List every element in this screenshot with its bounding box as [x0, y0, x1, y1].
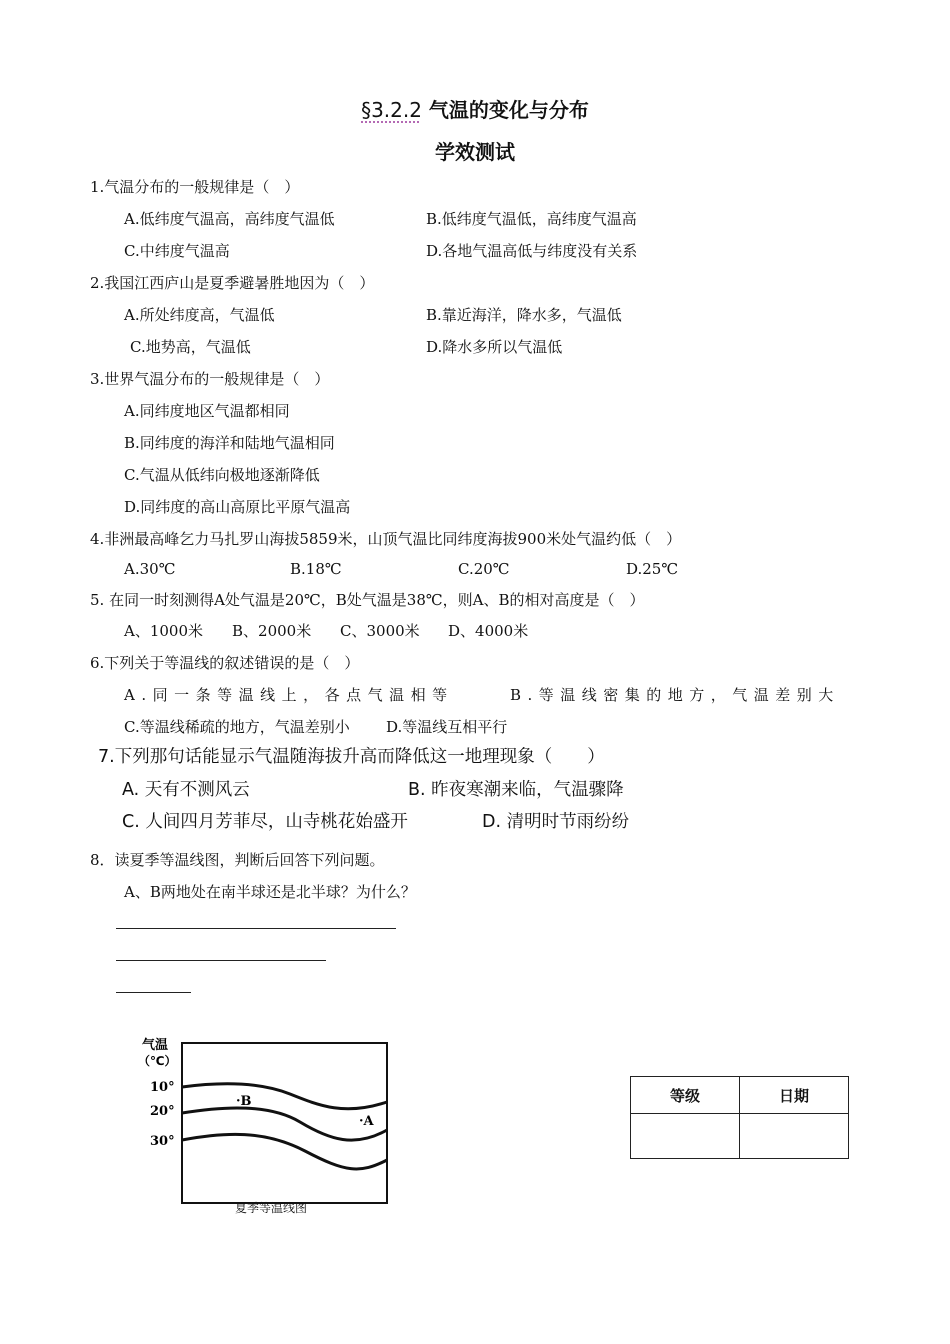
question-8-sub: A、B两地处在南半球还是北半球？为什么？	[124, 883, 416, 901]
grade-cell[interactable]	[631, 1114, 740, 1159]
q5-option-c: C、3000米	[340, 622, 420, 640]
question-6-stem: 6.下列关于等温线的叙述错误的是（ ）	[90, 654, 360, 672]
q6-option-d: D.等温线互相平行	[386, 718, 508, 736]
question-3-stem: 3.世界气温分布的一般规律是（ ）	[90, 370, 330, 388]
date-cell[interactable]	[740, 1114, 849, 1159]
q3-option-d: D.同纬度的高山高原比平原气温高	[124, 498, 351, 516]
q7-option-b: B. 昨夜寒潮来临，气温骤降	[408, 780, 624, 800]
point-b-label: ·B	[236, 1094, 252, 1109]
q3-option-c: C.气温从低纬向极地逐渐降低	[124, 466, 320, 484]
point-a-label: ·A	[359, 1114, 374, 1129]
chart-ylabel-1: 气温	[142, 1038, 169, 1053]
q4-option-d: D.25℃	[626, 560, 679, 578]
q7-option-d: D. 清明时节雨纷纷	[482, 812, 630, 832]
question-5-stem: 5. 在同一时刻测得A处气温是20℃，B处气温是38℃，则A、B的相对高度是（ ）	[90, 591, 645, 609]
question-4-stem: 4.非洲最高峰乞力马扎罗山海拔5859米，山顶气温比同纬度海拔900米处气温约低（ ）	[90, 530, 682, 548]
q4-option-b: B.18℃	[290, 560, 342, 578]
tick-label-30: 30°	[150, 1134, 175, 1149]
answer-line-1[interactable]	[116, 928, 396, 929]
section-number: §3.2.2	[361, 98, 422, 122]
q3-option-a: A.同纬度地区气温都相同	[124, 402, 290, 420]
isotherm-10	[182, 1084, 387, 1109]
q4-option-c: C.20℃	[458, 560, 510, 578]
q6-option-a: A.同一条等温线上，各点气温相等	[124, 686, 454, 704]
q5-option-a: A、1000米	[124, 622, 204, 640]
grade-table	[630, 1076, 849, 1159]
date-header: 日期	[740, 1077, 849, 1114]
q6-option-b: B.等温线密集的地方，气温差别大	[510, 686, 840, 704]
question-1-stem: 1.气温分布的一般规律是（ ）	[90, 178, 300, 196]
tick-label-20: 20°	[150, 1104, 175, 1119]
page-title	[0, 94, 950, 123]
isotherm-chart	[140, 1036, 400, 1226]
question-2-stem: 2.我国江西庐山是夏季避暑胜地因为（ ）	[90, 274, 375, 292]
tick-label-10: 10°	[150, 1080, 175, 1095]
chart-ylabel-2: （℃）	[140, 1054, 177, 1068]
grade-header: 等级	[631, 1077, 740, 1114]
chart-frame	[182, 1043, 387, 1203]
q2-option-a: A.所处纬度高，气温低	[124, 306, 275, 324]
q5-option-d: D、4000米	[448, 622, 529, 640]
answer-line-3[interactable]	[116, 992, 191, 993]
page-subtitle: 学效测试	[435, 140, 515, 164]
q4-option-a: A.30℃	[124, 560, 176, 578]
q6-option-c: C.等温线稀疏的地方，气温差别小	[124, 718, 350, 736]
title-text: 气温的变化与分布	[428, 98, 589, 122]
question-7-stem: 7.下列那句话能显示气温随海拔升高而降低这一地理现象（ ）	[98, 747, 605, 767]
answer-line-2[interactable]	[116, 960, 326, 961]
q7-option-c: C. 人间四月芳菲尽，山寺桃花始盛开	[122, 812, 408, 832]
q1-option-d: D.各地气温高低与纬度没有关系	[426, 242, 638, 260]
q5-option-b: B、2000米	[232, 622, 312, 640]
q7-option-a: A. 天有不测风云	[122, 780, 250, 800]
q1-option-b: B.低纬度气温低，高纬度气温高	[426, 210, 637, 228]
question-8-stem: 8．读夏季等温线图，判断后回答下列问题。	[90, 851, 385, 869]
q2-option-c: C.地势高，气温低	[130, 338, 251, 356]
q1-option-c: C.中纬度气温高	[124, 242, 230, 260]
q2-option-d: D.降水多所以气温低	[426, 338, 563, 356]
q1-option-a: A.低纬度气温高，高纬度气温低	[124, 210, 335, 228]
q2-option-b: B.靠近海洋，降水多，气温低	[426, 306, 622, 324]
chart-caption: 夏季等温线图	[235, 1201, 308, 1215]
q3-option-b: B.同纬度的海洋和陆地气温相同	[124, 434, 335, 452]
